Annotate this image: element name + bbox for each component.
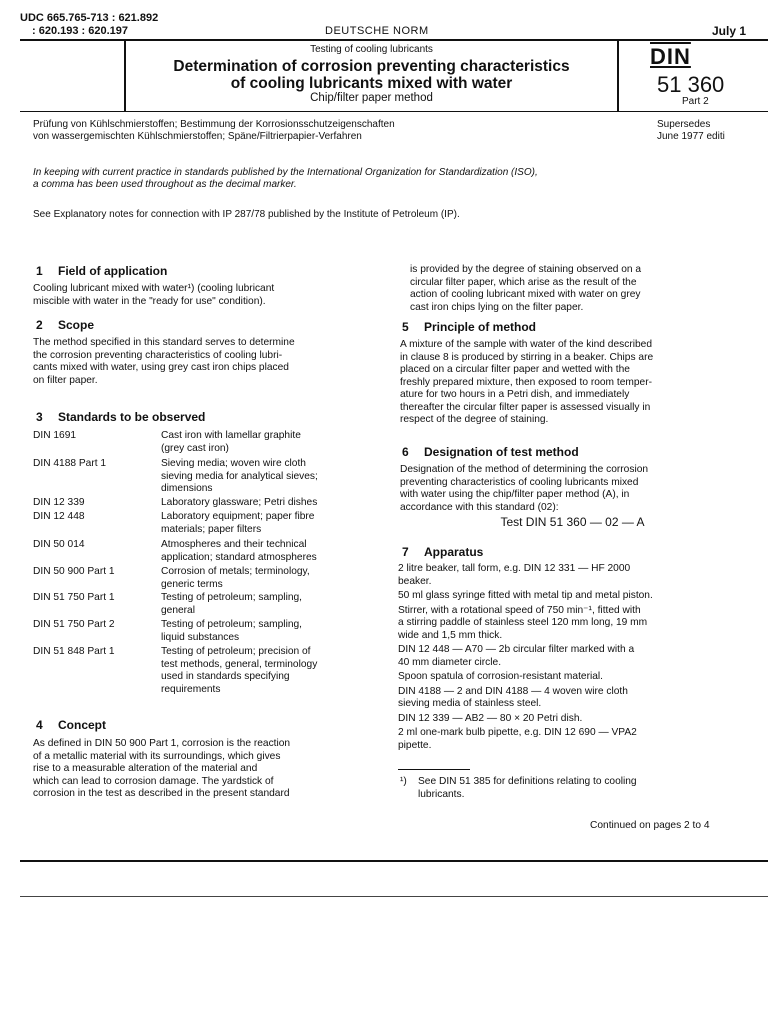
standard-code: DIN 51 750 Part 1 [33, 592, 115, 603]
udc-code-line1: UDC 665.765-713 : 621.892 [20, 12, 159, 24]
section-2-line: the corrosion preventing characteristics of cooling lubri- [33, 349, 283, 361]
standard-description [161, 566, 376, 591]
section-2-line: cants mixed with water, using grey cast iron chips placed [33, 362, 289, 373]
standard-description-line: Sieving media; woven wire cloth [161, 458, 306, 469]
section-3-number: 3 [36, 410, 43, 424]
standard-code: DIN 12 339 [33, 497, 85, 508]
standard-description-line: materials; paper filters [161, 523, 262, 535]
section-4-line: is provided by the degree of staining observed on a [410, 264, 642, 275]
footnote-marker: ¹) [400, 776, 407, 787]
title-subtitle: Testing of cooling lubricants [310, 44, 433, 55]
explanatory-note: See Explanatory notes for connection with IP 287/78 published by the Institute of Petroleum (IP). [33, 209, 460, 220]
section-5-heading [402, 320, 536, 334]
standard-row [33, 497, 373, 510]
iso-note-line1: In keeping with current practice in standards published by the International Organization for Standardization (ISO), [33, 167, 538, 178]
section-3-heading [36, 410, 205, 424]
standard-description [161, 497, 376, 510]
standard-description-line: used in standards specifying [161, 671, 290, 682]
section-5-line: placed on a circular filter paper and wetted with the [400, 364, 630, 375]
din-logo: DIN [650, 44, 691, 69]
section-7-line: pipette. [398, 739, 432, 751]
section-5-title: Principle of method [424, 320, 537, 334]
section-3-title: Standards to be observed [58, 410, 206, 424]
section-5-line: in clause 8 is produced by stirring in a beaker. Chips are [400, 351, 654, 363]
standard-code: DIN 12 448 [33, 511, 85, 522]
section-1-line: miscible with water in the "ready for use" condition). [33, 295, 266, 307]
footer-rule-thin [20, 896, 768, 897]
section-4-line: As defined in DIN 50 900 Part 1, corrosion is the reaction [33, 738, 291, 749]
section-1-title: Field of application [58, 264, 168, 278]
section-7-line: a stirring paddle of stainless steel 120 mm long, 19 mm [398, 617, 648, 628]
section-5-line: thereafter the circular filter paper is assessed visually in [400, 401, 651, 413]
standard-description-line: liquid substances [161, 631, 240, 643]
title-method: Chip/filter paper method [310, 92, 433, 104]
section-2-line: The method specified in this standard serves to determine [33, 337, 295, 348]
standard-description-line: Laboratory equipment; paper fibre [161, 511, 315, 522]
standard-row [33, 458, 373, 496]
standard-row [33, 430, 373, 456]
footnote-line: lubricants. [418, 788, 465, 800]
standard-description-line: dimensions [161, 483, 213, 494]
standard-row [33, 646, 373, 698]
section-5-text [400, 339, 653, 427]
standard-code: DIN 4188 Part 1 [33, 458, 107, 469]
standard-description-line: general [161, 604, 195, 616]
standard-description-line: Cast iron with lamellar graphite [161, 430, 301, 441]
section-7-line: 50 ml glass syringe fitted with metal tip and metal piston. [398, 590, 653, 601]
section-6-line: Designation of the method of determining the corrosion [400, 464, 649, 475]
section-4-line: corrosion in the test as described in the present standard [33, 788, 290, 799]
standard-description-line: test methods, general, terminology [161, 658, 318, 670]
section-2-title: Scope [58, 318, 95, 332]
din-number: 51 360 [657, 72, 725, 97]
section-5-number: 5 [402, 320, 409, 334]
standard-description-line: Corrosion of metals; terminology, [161, 566, 310, 577]
section-7-line: sieving media of stainless steel. [398, 698, 542, 709]
section-4-line: which can lead to corrosion damage. The yardstick of [33, 775, 274, 787]
standard-description [161, 511, 376, 536]
standard-row [33, 511, 373, 537]
standard-code: DIN 50 014 [33, 539, 85, 550]
german-title-line1: Prüfung von Kühlschmierstoffen; Bestimmung der Korrosionsschutzeigenschaften [33, 119, 395, 130]
section-2-text [33, 337, 295, 387]
standard-description [161, 539, 376, 564]
section-5-line: respect of the degree of staining. [400, 414, 549, 425]
standard-code: DIN 50 900 Part 1 [33, 566, 115, 577]
standard-type: DEUTSCHE NORM [325, 25, 429, 37]
section-5-line: A mixture of the sample with water of the kind described [400, 339, 652, 350]
section-4-line: cast iron chips lying on the filter paper. [410, 301, 584, 313]
section-7-number: 7 [402, 545, 409, 559]
footnote-rule [398, 769, 470, 770]
standard-row [33, 592, 373, 618]
standard-code: DIN 51 750 Part 2 [33, 619, 115, 630]
standard-description [161, 458, 376, 496]
standard-code: DIN 1691 [33, 430, 77, 441]
title-bottom-rule [20, 111, 768, 112]
standard-description-line: generic terms [161, 578, 223, 590]
footnote-line: See DIN 51 385 for definitions relating to cooling [418, 776, 637, 787]
supersedes-label: Supersedes [657, 119, 711, 130]
section-6-number: 6 [402, 445, 409, 459]
section-6-text [400, 464, 648, 514]
section-7-line: Spoon spatula of corrosion-resistant material. [398, 671, 603, 682]
section-7-line: DIN 12 448 — A70 — 2b circular filter marked with a [398, 644, 635, 655]
title-right-rule [617, 41, 619, 111]
publication-date: July 1 [712, 24, 747, 38]
iso-note-line2: a comma has been used throughout as the decimal marker. [33, 179, 297, 190]
section-7-heading [402, 545, 483, 559]
din-part: Part 2 [682, 96, 709, 107]
section-6-line: with water using the chip/filter paper method (A), in [400, 489, 630, 500]
standard-description-line: Testing of petroleum; sampling, [161, 592, 302, 603]
section-4-line: circular filter paper, which arise as the result of the [410, 276, 637, 288]
standard-description-line: Atmospheres and their technical [161, 539, 307, 550]
section-2-heading [36, 318, 94, 332]
footnote-text [418, 776, 637, 801]
section-6-line: accordance with this standard (02): [400, 501, 559, 513]
title-line1: Determination of corrosion preventing characteristics [173, 58, 570, 75]
section-4-number: 4 [36, 718, 43, 732]
section-5-line: freshly prepared mixture, then exposed to room temper- [400, 376, 652, 388]
title-line2: of cooling lubricants mixed with water [230, 75, 513, 92]
footer-rule [20, 860, 768, 862]
standard-row [33, 539, 373, 565]
section-6-heading [402, 445, 579, 459]
section-7-text [398, 563, 653, 752]
standard-row [33, 619, 373, 645]
udc-code-line2: : 620.193 : 620.197 [32, 25, 129, 37]
standard-description-line: requirements [161, 683, 221, 695]
section-7-line: 2 ml one-mark bulb pipette, e.g. DIN 12 690 — VPA2 [398, 727, 637, 738]
section-2-line: on filter paper. [33, 374, 98, 386]
standard-description-line: (grey cast iron) [161, 442, 229, 454]
section-2-number: 2 [36, 318, 43, 332]
section-1-number: 1 [36, 264, 43, 278]
standard-description [161, 592, 376, 617]
standard-description-line: application; standard atmospheres [161, 551, 317, 563]
continued-note: Continued on pages 2 to 4 [590, 820, 710, 831]
section-4-heading [36, 718, 106, 732]
standard-description [161, 430, 376, 455]
supersedes-edition: June 1977 editi [657, 131, 725, 142]
standard-row [33, 566, 373, 592]
section-7-line: DIN 4188 — 2 and DIN 4188 — 4 woven wire cloth [398, 685, 628, 697]
section-4-continuation [410, 264, 641, 314]
standard-description [161, 619, 376, 644]
section-7-line: DIN 12 339 — AB2 — 80 × 20 Petri dish. [398, 712, 583, 724]
section-7-line: beaker. [398, 575, 432, 587]
standard-description-line: Testing of petroleum; precision of [161, 646, 311, 657]
section-7-line: 2 litre beaker, tall form, e.g. DIN 12 331 — HF 2000 [398, 563, 631, 574]
section-4-title: Concept [58, 718, 106, 732]
standard-description-line: Testing of petroleum; sampling, [161, 619, 302, 630]
section-7-title: Apparatus [424, 545, 484, 559]
section-6-line: preventing characteristics of cooling lubricants mixed [400, 476, 639, 488]
section-7-line: 40 mm diameter circle. [398, 656, 502, 668]
section-4-line: of a metallic material with its surroundings, which gives [33, 750, 281, 762]
standard-description [161, 646, 376, 696]
test-designation: Test DIN 51 360 — 02 — A [500, 515, 645, 529]
header-rule [20, 39, 768, 41]
german-title-line2: von wassergemischten Kühlschmierstoffen; Späne/Filtrierpapier-Verfahren [33, 131, 362, 142]
section-4-line: action of cooling lubricant mixed with water on grey [410, 289, 641, 300]
section-4-text [33, 738, 290, 801]
section-1-heading [36, 264, 167, 278]
section-6-title: Designation of test method [424, 445, 579, 459]
section-1-text [33, 283, 274, 308]
section-7-line: Stirrer, with a rotational speed of 750 min⁻¹, fitted with [398, 604, 641, 616]
section-5-line: ature for two hours in a Petri dish, and immediately [400, 389, 630, 400]
section-7-line: wide and 1,5 mm thick. [398, 629, 503, 641]
standard-description-line: Laboratory glassware; Petri dishes [161, 497, 318, 508]
standard-description-line: sieving media for analytical sieves; [161, 470, 318, 482]
section-1-line: Cooling lubricant mixed with water¹) (cooling lubricant [33, 283, 275, 294]
standard-code: DIN 51 848 Part 1 [33, 646, 115, 657]
section-4-line: rise to a measurable alteration of the material and [33, 763, 258, 774]
